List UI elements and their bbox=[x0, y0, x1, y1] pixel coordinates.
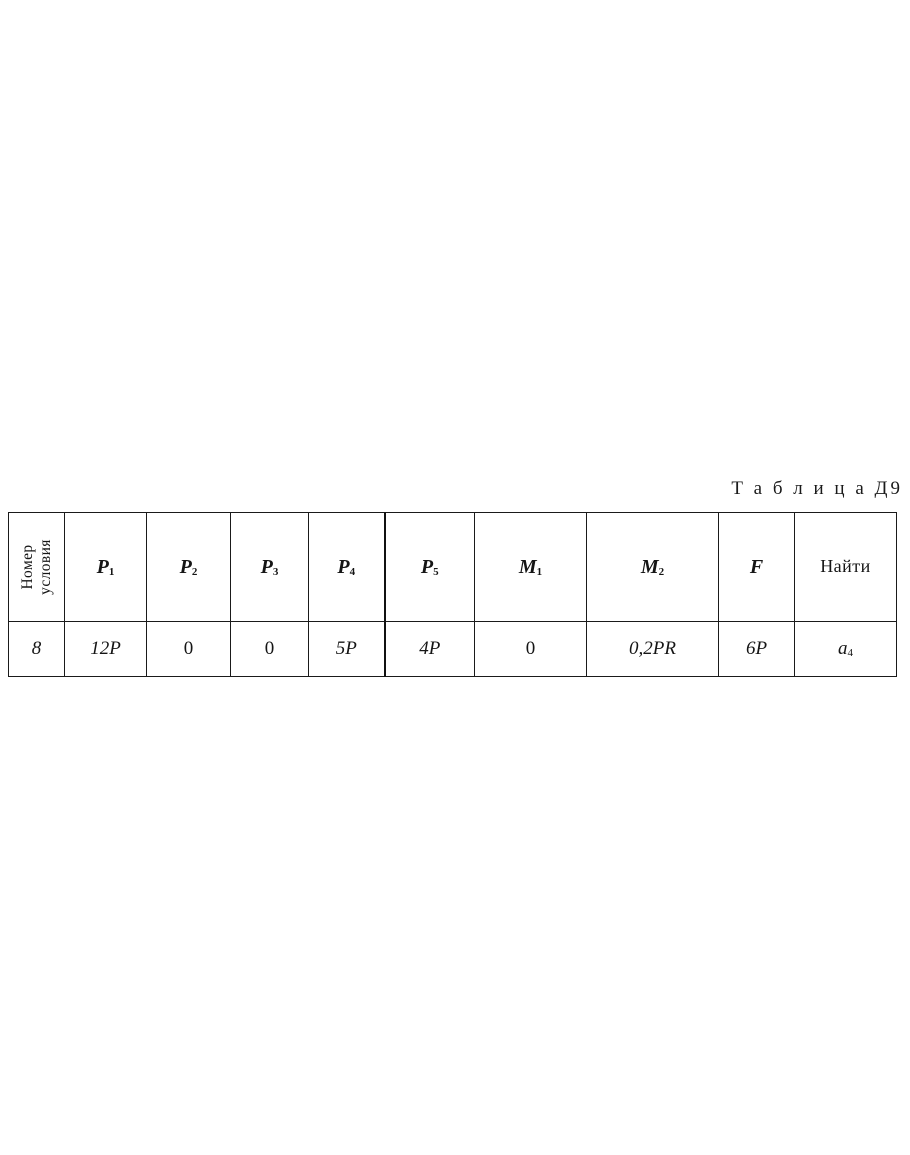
header-cell-p5 bbox=[385, 513, 475, 622]
rotated-header-text: Номер условия bbox=[18, 539, 54, 595]
cell-m1: 0 bbox=[475, 622, 587, 677]
header-cell-p4 bbox=[309, 513, 385, 622]
header-cell-p2 bbox=[147, 513, 231, 622]
symbol-p3: $P_3$ bbox=[260, 555, 279, 578]
header-cell-f bbox=[719, 513, 795, 622]
symbol-m1: $M_1$ bbox=[518, 555, 543, 578]
symbol-m2: $M_2$ bbox=[640, 555, 665, 578]
cell-condition-number: 8 bbox=[9, 622, 65, 677]
table-caption: Т а б л и ц а Д9 bbox=[731, 478, 903, 499]
header-cell-m2 bbox=[587, 513, 719, 622]
cell-f: 6P bbox=[719, 622, 795, 677]
cell-find bbox=[795, 622, 897, 677]
symbol-a4: $a_4$ bbox=[838, 638, 853, 659]
table-row bbox=[9, 622, 897, 677]
header-cell-p3 bbox=[231, 513, 309, 622]
header-cell-find bbox=[795, 513, 897, 622]
header-cell-m1 bbox=[475, 513, 587, 622]
cell-p1: 12P bbox=[65, 622, 147, 677]
header-cell-p1 bbox=[65, 513, 147, 622]
cell-p5: 4P bbox=[385, 622, 475, 677]
table-container bbox=[8, 512, 896, 677]
cell-p3: 0 bbox=[231, 622, 309, 677]
cell-p4: 5P bbox=[309, 622, 385, 677]
header-cell-condition-number bbox=[9, 513, 65, 622]
symbol-f: F bbox=[749, 555, 764, 578]
symbol-p4: $P_4$ bbox=[337, 555, 356, 578]
label-find: Найти bbox=[820, 556, 871, 576]
symbol-p2: $P_2$ bbox=[179, 555, 198, 578]
symbol-p1: $P_1$ bbox=[96, 555, 115, 578]
data-table bbox=[8, 512, 897, 677]
cell-m2: 0,2PR bbox=[587, 622, 719, 677]
symbol-p5: $P_5$ bbox=[420, 555, 439, 578]
cell-p2: 0 bbox=[147, 622, 231, 677]
table-header-row bbox=[9, 513, 897, 622]
